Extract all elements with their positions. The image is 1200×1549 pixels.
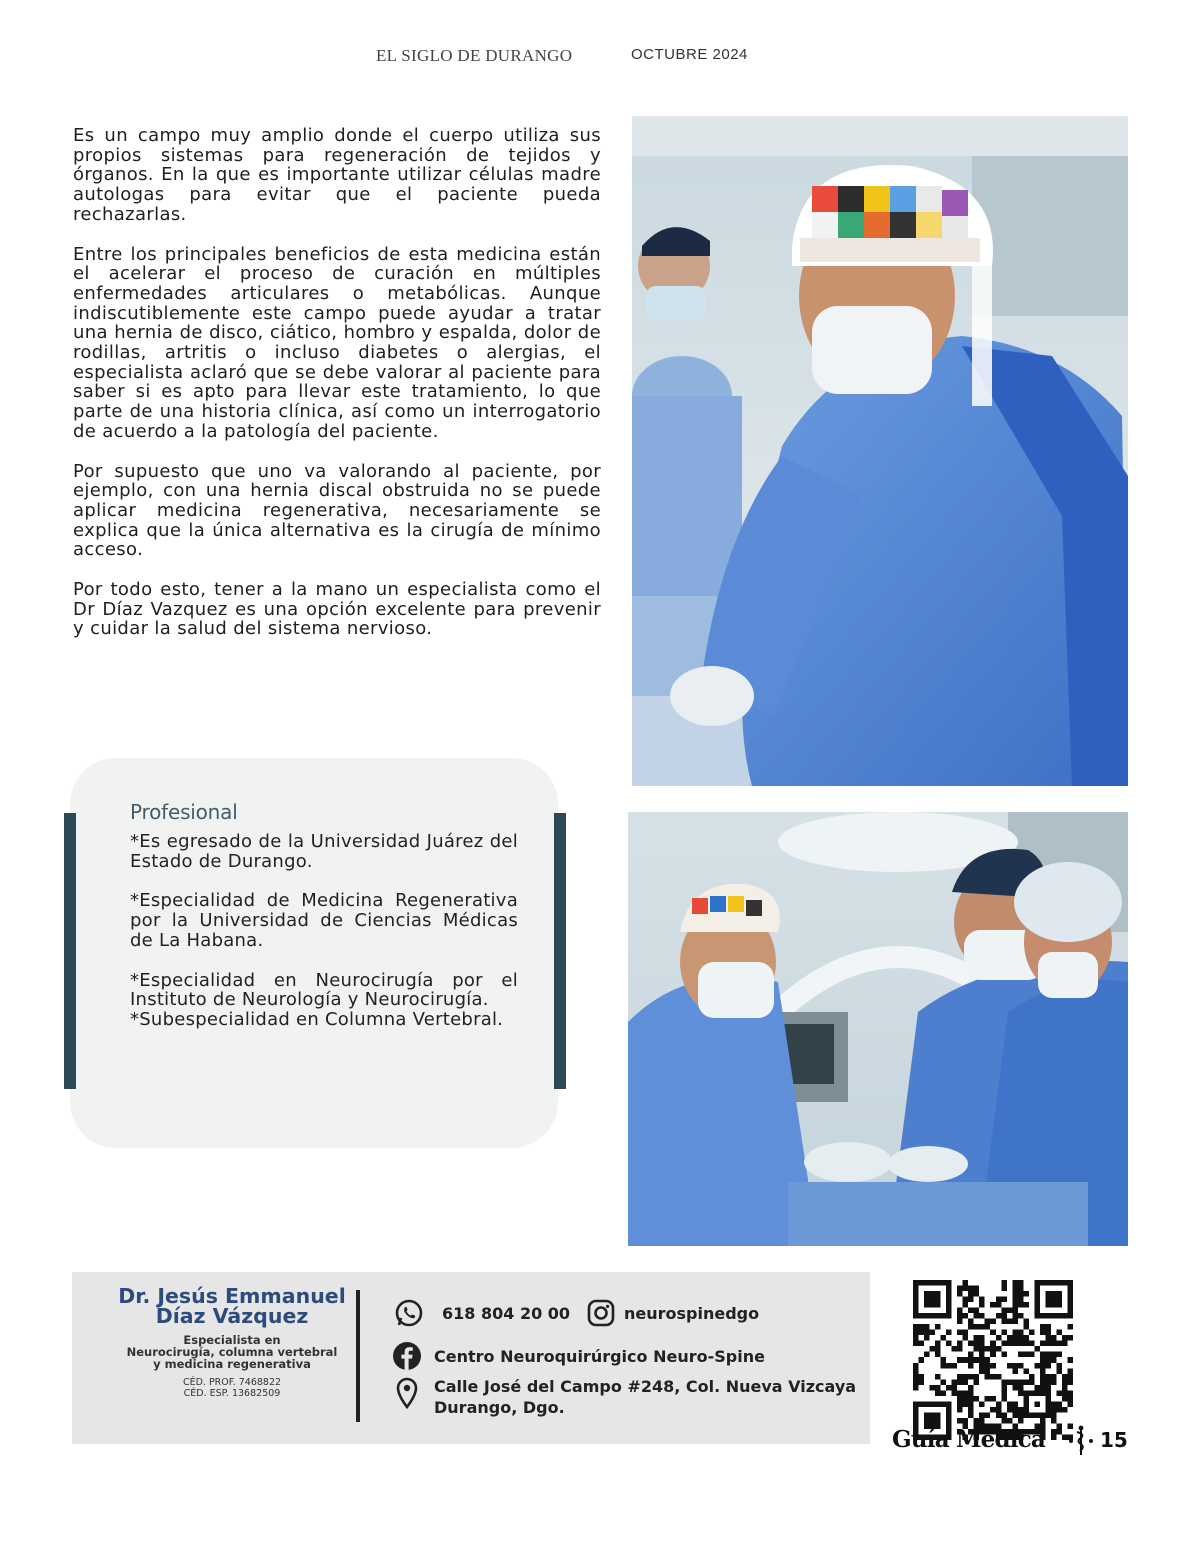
doctor-name-line: Dr. Jesús Emmanuel — [118, 1284, 346, 1308]
instagram-icon — [586, 1298, 616, 1328]
address-line: Calle José del Campo #248, Col. Nueva Vizcaya — [434, 1377, 857, 1396]
address-text — [434, 1376, 856, 1418]
specialty-line: Neurocirugía, columna vertebral — [126, 1345, 338, 1359]
address-row[interactable] — [394, 1376, 856, 1418]
instagram-handle: neurospinedgo — [624, 1303, 760, 1323]
article-paragraph: Por todo esto, tener a la mano un especialista como el Dr Díaz Vazquez es una opción excelente para prevenir y cuidar la salud del sistema nervioso. — [73, 579, 601, 640]
location-pin-icon — [394, 1376, 420, 1406]
article-paragraph: Es un campo muy amplio donde el cuerpo utiliza sus propios sistemas para regeneración de tejidos y órganos. En la que es importante utilizar células madre autologas para evitar que el paciente pueda rechazarlas. — [73, 125, 601, 225]
doctor-credentials — [100, 1377, 364, 1399]
page-number: 15 — [1100, 1428, 1128, 1452]
professional-license: CÉD. PROF. 7468822 — [182, 1377, 282, 1388]
facebook-icon — [392, 1341, 422, 1371]
publication-name: EL SIGLO DE DURANGO — [376, 46, 573, 65]
phone-number: 618 804 20 00 — [442, 1303, 571, 1323]
profile-accent-bar — [64, 813, 76, 1089]
profile-item: *Especialidad en Neurocirugía por el Instituto de Neurología y Neurocirugía. — [130, 969, 518, 1011]
issue-date: OCTUBRE 2024 — [631, 46, 748, 63]
profile-item: *Especialidad de Medicina Regenerativa por la Universidad de Ciencias Médicas de La Habana. — [130, 890, 518, 951]
address-line: Durango, Dgo. — [434, 1398, 565, 1417]
specialty-license: CÉD. ESP. 13682509 — [183, 1388, 281, 1399]
phone-row[interactable] — [394, 1298, 570, 1328]
doctor-name-line: Díaz Vázquez — [155, 1304, 309, 1328]
profile-accent-bar — [554, 813, 566, 1089]
magazine-brand: Guía Médica — [892, 1426, 1046, 1453]
facebook-page: Centro Neuroquirúrgico Neuro-Spine — [434, 1346, 765, 1366]
surgical-team-photo — [628, 812, 1128, 1246]
doctor-name — [100, 1286, 364, 1326]
instagram-row[interactable] — [586, 1298, 759, 1328]
profile-item: *Subespecialidad en Columna Vertebral. — [130, 1008, 504, 1030]
whatsapp-icon — [394, 1298, 424, 1328]
article-body — [73, 126, 601, 659]
qr-code[interactable] — [913, 1280, 1073, 1440]
profile-item: *Es egresado de la Universidad Juárez del Estado de Durango. — [130, 831, 518, 872]
specialty-line: Especialista en — [183, 1333, 281, 1347]
profile-title: Profesional — [130, 800, 238, 824]
profile-content — [130, 800, 518, 1050]
surgeon-photo — [632, 116, 1128, 786]
article-paragraph: Entre los principales beneficios de esta medicina están el acelerar el proceso de curación en múltiples enfermedades articulares o metabólicas. Aunque indiscutiblemente este campo puede ayudar a tratar una hernia de disco, ciático, hombro y espalda, dolor de rodillas, artritis o incluso diabetes o alergias, el especialista aclaró que se debe valorar al paciente para saber si es apto para llevar este tratamiento, lo que parte de una historia clínica, así como un interrogatorio de acuerdo a la patología del paciente. — [73, 243, 601, 442]
contact-divider — [356, 1290, 360, 1422]
facebook-row[interactable] — [392, 1341, 765, 1371]
specialty-line: y medicina regenerativa — [153, 1357, 311, 1371]
article-paragraph: Por supuesto que uno va valorando al paciente, por ejemplo, con una hernia discal obstruida no se puede aplicar medicina regenerativa, necesariamente se explica que la única alternativa es la cirugía de mínimo acceso. — [73, 460, 601, 561]
doctor-specialty — [100, 1334, 364, 1370]
page-header — [0, 46, 1200, 70]
caduceus-icon — [1068, 1424, 1094, 1456]
